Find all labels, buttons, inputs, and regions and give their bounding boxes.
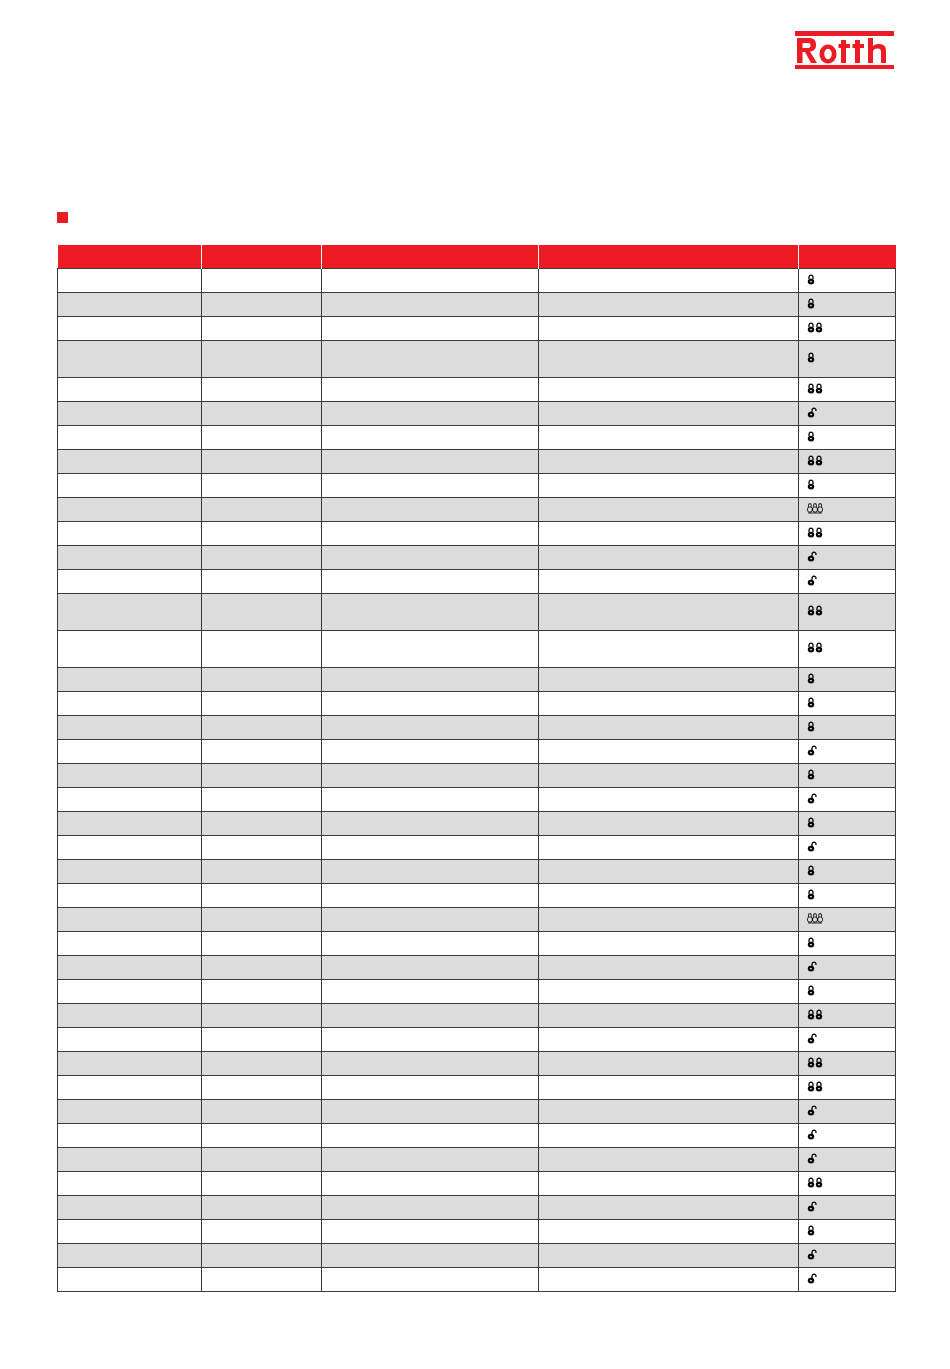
access-level-cell [799, 450, 896, 474]
table-row [58, 402, 896, 426]
table-row [58, 450, 896, 474]
lock-closed-icon [807, 673, 815, 687]
table-row [58, 293, 896, 317]
lock-double-icon [807, 1081, 823, 1095]
access-level-cell [799, 474, 896, 498]
table-row [58, 1004, 896, 1028]
table-cell [202, 522, 322, 546]
table-cell [539, 692, 799, 716]
table-cell [202, 1124, 322, 1148]
access-level-cell [799, 498, 896, 522]
table-row [58, 908, 896, 932]
table-cell [539, 317, 799, 341]
table-cell [539, 293, 799, 317]
table-cell [322, 884, 539, 908]
lock-triple-icon [807, 502, 823, 517]
table-cell [58, 716, 202, 740]
lock-open-icon [807, 1129, 817, 1143]
lock-open-icon [807, 407, 817, 421]
table-cell [202, 836, 322, 860]
table-cell [202, 1148, 322, 1172]
table-cell [202, 1244, 322, 1268]
table-cell [58, 1268, 202, 1292]
table-cell [58, 860, 202, 884]
table-row [58, 980, 896, 1004]
table-cell [202, 378, 322, 402]
column-header [58, 245, 202, 269]
table-cell [539, 956, 799, 980]
table-cell [322, 269, 539, 293]
access-level-cell [799, 594, 896, 631]
table-cell [58, 1196, 202, 1220]
table-cell [58, 317, 202, 341]
table-cell [58, 402, 202, 426]
access-level-cell [799, 1076, 896, 1100]
table-cell [322, 1028, 539, 1052]
lock-double-icon [807, 642, 823, 656]
table-cell [202, 764, 322, 788]
table-cell [58, 498, 202, 522]
table-cell [58, 631, 202, 668]
table-cell [58, 269, 202, 293]
table-cell [539, 594, 799, 631]
lock-closed-icon [807, 985, 815, 999]
table-cell [322, 1076, 539, 1100]
table-row [58, 740, 896, 764]
table-cell [539, 498, 799, 522]
table-cell [202, 293, 322, 317]
table-cell [202, 570, 322, 594]
lock-triple-icon [807, 912, 823, 927]
table-cell [202, 980, 322, 1004]
table-cell [539, 812, 799, 836]
table-cell [539, 980, 799, 1004]
access-level-cell [799, 836, 896, 860]
access-level-cell [799, 716, 896, 740]
table-cell [202, 1052, 322, 1076]
access-level-cell [799, 956, 896, 980]
table-cell [202, 788, 322, 812]
table-row [58, 378, 896, 402]
access-level-cell [799, 293, 896, 317]
table-cell [539, 764, 799, 788]
lock-open-icon [807, 1153, 817, 1167]
table-cell [539, 836, 799, 860]
table-cell [202, 812, 322, 836]
table-cell [539, 474, 799, 498]
table-row [58, 1148, 896, 1172]
lock-double-icon [807, 1057, 823, 1071]
access-level-cell [799, 570, 896, 594]
table-row [58, 812, 896, 836]
table-row [58, 932, 896, 956]
access-level-cell [799, 269, 896, 293]
table-row [58, 1100, 896, 1124]
table-cell [322, 341, 539, 378]
table-cell [322, 860, 539, 884]
table-cell [539, 884, 799, 908]
table-cell [539, 402, 799, 426]
access-level-cell [799, 980, 896, 1004]
table-cell [539, 1172, 799, 1196]
table-cell [58, 1172, 202, 1196]
table-cell [58, 932, 202, 956]
lock-closed-icon [807, 298, 815, 312]
table-cell [322, 1004, 539, 1028]
access-level-cell [799, 860, 896, 884]
table-cell [58, 570, 202, 594]
access-level-cell [799, 1100, 896, 1124]
table-cell [202, 498, 322, 522]
table-cell [539, 716, 799, 740]
table-row [58, 668, 896, 692]
table-cell [322, 764, 539, 788]
lock-closed-icon [807, 889, 815, 903]
table-cell [322, 1196, 539, 1220]
table-cell [322, 1148, 539, 1172]
access-level-cell [799, 1268, 896, 1292]
table-cell [58, 474, 202, 498]
table-row [58, 474, 896, 498]
table-cell [58, 1148, 202, 1172]
column-header [539, 245, 799, 269]
table-cell [322, 1220, 539, 1244]
access-level-cell [799, 884, 896, 908]
access-level-cell [799, 1172, 896, 1196]
table-cell [202, 341, 322, 378]
table-row [58, 426, 896, 450]
table-cell [539, 570, 799, 594]
table-cell [58, 836, 202, 860]
table-cell [58, 378, 202, 402]
access-level-cell [799, 631, 896, 668]
lock-double-icon [807, 322, 823, 336]
table-cell [58, 884, 202, 908]
access-level-cell [799, 932, 896, 956]
access-level-cell [799, 908, 896, 932]
table-cell [322, 908, 539, 932]
table-row [58, 692, 896, 716]
table-cell [322, 594, 539, 631]
lock-closed-icon [807, 1225, 815, 1239]
access-level-cell [799, 788, 896, 812]
table-cell [322, 668, 539, 692]
table-cell [58, 1220, 202, 1244]
table-cell [202, 740, 322, 764]
table-cell [202, 1172, 322, 1196]
table-cell [58, 1076, 202, 1100]
table-cell [322, 1052, 539, 1076]
access-level-cell [799, 812, 896, 836]
access-level-cell [799, 1196, 896, 1220]
table-cell [322, 1100, 539, 1124]
table-row [58, 498, 896, 522]
access-level-cell [799, 740, 896, 764]
table-row [58, 570, 896, 594]
table-cell [202, 1220, 322, 1244]
table-row [58, 1196, 896, 1220]
table-cell [58, 1124, 202, 1148]
lock-open-icon [807, 793, 817, 807]
lock-open-icon [807, 1201, 817, 1215]
lock-closed-icon [807, 865, 815, 879]
table-cell [202, 269, 322, 293]
access-level-cell [799, 764, 896, 788]
table-cell [202, 908, 322, 932]
table-cell [202, 631, 322, 668]
table-cell [322, 570, 539, 594]
table-cell [539, 668, 799, 692]
table-cell [539, 378, 799, 402]
table-row [58, 631, 896, 668]
table-row [58, 836, 896, 860]
table-cell [539, 860, 799, 884]
table-cell [539, 1148, 799, 1172]
access-level-cell [799, 1052, 896, 1076]
lock-double-icon [807, 455, 823, 469]
table-row [58, 860, 896, 884]
table-cell [58, 668, 202, 692]
table-cell [202, 884, 322, 908]
table-cell [58, 293, 202, 317]
table-cell [58, 1028, 202, 1052]
table-cell [539, 1196, 799, 1220]
table-cell [539, 522, 799, 546]
table-row [58, 1028, 896, 1052]
table-cell [58, 980, 202, 1004]
table-cell [539, 1124, 799, 1148]
lock-open-icon [807, 841, 817, 855]
table-row [58, 716, 896, 740]
lock-closed-icon [807, 274, 815, 288]
table-cell [58, 1004, 202, 1028]
table-cell [322, 1124, 539, 1148]
table-cell [202, 1076, 322, 1100]
table-cell [58, 522, 202, 546]
table-cell [202, 1100, 322, 1124]
table-cell [539, 1028, 799, 1052]
table-cell [539, 1268, 799, 1292]
table-cell [58, 1052, 202, 1076]
lock-open-icon [807, 745, 817, 759]
table-row [58, 269, 896, 293]
table-cell [202, 860, 322, 884]
table-cell [322, 450, 539, 474]
table-row [58, 1172, 896, 1196]
table-cell [539, 932, 799, 956]
table-cell [202, 1196, 322, 1220]
table-cell [322, 740, 539, 764]
table-cell [322, 546, 539, 570]
access-level-cell [799, 522, 896, 546]
table-cell [58, 594, 202, 631]
table-cell [322, 1268, 539, 1292]
table-row [58, 317, 896, 341]
access-level-cell [799, 1004, 896, 1028]
lock-open-icon [807, 961, 817, 975]
table-cell [322, 980, 539, 1004]
table-cell [539, 1220, 799, 1244]
lock-open-icon [807, 1105, 817, 1119]
column-header [202, 245, 322, 269]
lock-open-icon [807, 551, 817, 565]
table-cell [322, 1244, 539, 1268]
table-row [58, 1124, 896, 1148]
table-cell [58, 341, 202, 378]
table-row [58, 341, 896, 378]
table-cell [202, 956, 322, 980]
table-cell [202, 450, 322, 474]
access-level-cell [799, 1220, 896, 1244]
table-cell [202, 668, 322, 692]
lock-closed-icon [807, 937, 815, 951]
table-cell [322, 716, 539, 740]
lock-open-icon [807, 1033, 817, 1047]
table-cell [58, 1244, 202, 1268]
table-cell [322, 402, 539, 426]
table-cell [322, 836, 539, 860]
table-cell [322, 474, 539, 498]
lock-open-icon [807, 1273, 817, 1287]
table-cell [539, 1076, 799, 1100]
table-cell [322, 498, 539, 522]
table-cell [539, 1004, 799, 1028]
access-level-cell [799, 546, 896, 570]
table-cell [58, 740, 202, 764]
table-cell [322, 426, 539, 450]
table-cell [58, 956, 202, 980]
table-header-row [58, 245, 896, 269]
lock-double-icon [807, 605, 823, 619]
table-cell [202, 317, 322, 341]
table-cell [202, 426, 322, 450]
table-row [58, 1220, 896, 1244]
table-cell [322, 932, 539, 956]
table-cell [202, 692, 322, 716]
access-level-cell [799, 668, 896, 692]
table-cell [202, 932, 322, 956]
table-cell [539, 341, 799, 378]
lock-closed-icon [807, 697, 815, 711]
column-header [799, 245, 896, 269]
lock-open-icon [807, 1249, 817, 1263]
permissions-table [57, 245, 896, 1292]
table-cell [539, 1100, 799, 1124]
lock-closed-icon [807, 431, 815, 445]
table-cell [202, 594, 322, 631]
table-cell [58, 426, 202, 450]
table-cell [322, 378, 539, 402]
table-cell [539, 631, 799, 668]
table-cell [58, 450, 202, 474]
table-cell [58, 908, 202, 932]
table-cell [322, 631, 539, 668]
table-row [58, 1244, 896, 1268]
table-row [58, 594, 896, 631]
table-row [58, 546, 896, 570]
access-level-cell [799, 1148, 896, 1172]
access-level-cell [799, 692, 896, 716]
table-cell [202, 402, 322, 426]
lock-closed-icon [807, 721, 815, 735]
table-cell [202, 546, 322, 570]
table-cell [539, 1052, 799, 1076]
lock-open-icon [807, 575, 817, 589]
table-cell [202, 1268, 322, 1292]
lock-double-icon [807, 1177, 823, 1191]
table-cell [322, 788, 539, 812]
table-row [58, 764, 896, 788]
table-cell [202, 474, 322, 498]
table-cell [539, 426, 799, 450]
table-cell [539, 908, 799, 932]
section-bullet [57, 212, 68, 223]
lock-double-icon [807, 1009, 823, 1023]
table-cell [539, 450, 799, 474]
table-cell [539, 269, 799, 293]
access-level-cell [799, 1028, 896, 1052]
table-cell [58, 764, 202, 788]
table-row [58, 522, 896, 546]
lock-double-icon [807, 527, 823, 541]
access-level-cell [799, 1124, 896, 1148]
access-level-cell [799, 426, 896, 450]
lock-double-icon [807, 383, 823, 397]
table-row [58, 1076, 896, 1100]
table-cell [58, 692, 202, 716]
access-level-cell [799, 1244, 896, 1268]
table-cell [322, 692, 539, 716]
table-cell [322, 956, 539, 980]
lock-closed-icon [807, 479, 815, 493]
table-cell [58, 788, 202, 812]
table-cell [539, 1244, 799, 1268]
lock-closed-icon [807, 352, 815, 366]
table-cell [202, 1004, 322, 1028]
table-row [58, 1052, 896, 1076]
table-row [58, 788, 896, 812]
table-row [58, 956, 896, 980]
table-cell [539, 788, 799, 812]
table-cell [322, 317, 539, 341]
roth-logo [794, 30, 895, 70]
table-row [58, 884, 896, 908]
column-header [322, 245, 539, 269]
access-level-cell [799, 317, 896, 341]
table-row [58, 1268, 896, 1292]
table-cell [539, 546, 799, 570]
table-cell [58, 546, 202, 570]
table-cell [58, 1100, 202, 1124]
table-cell [322, 812, 539, 836]
roth-logo-mark [794, 30, 895, 70]
lock-closed-icon [807, 769, 815, 783]
access-level-cell [799, 341, 896, 378]
table-cell [58, 812, 202, 836]
table-cell [322, 522, 539, 546]
lock-closed-icon [807, 817, 815, 831]
access-level-cell [799, 402, 896, 426]
table-cell [202, 716, 322, 740]
table-cell [322, 1172, 539, 1196]
table-cell [202, 1028, 322, 1052]
table-cell [322, 293, 539, 317]
table-cell [539, 740, 799, 764]
access-level-cell [799, 378, 896, 402]
